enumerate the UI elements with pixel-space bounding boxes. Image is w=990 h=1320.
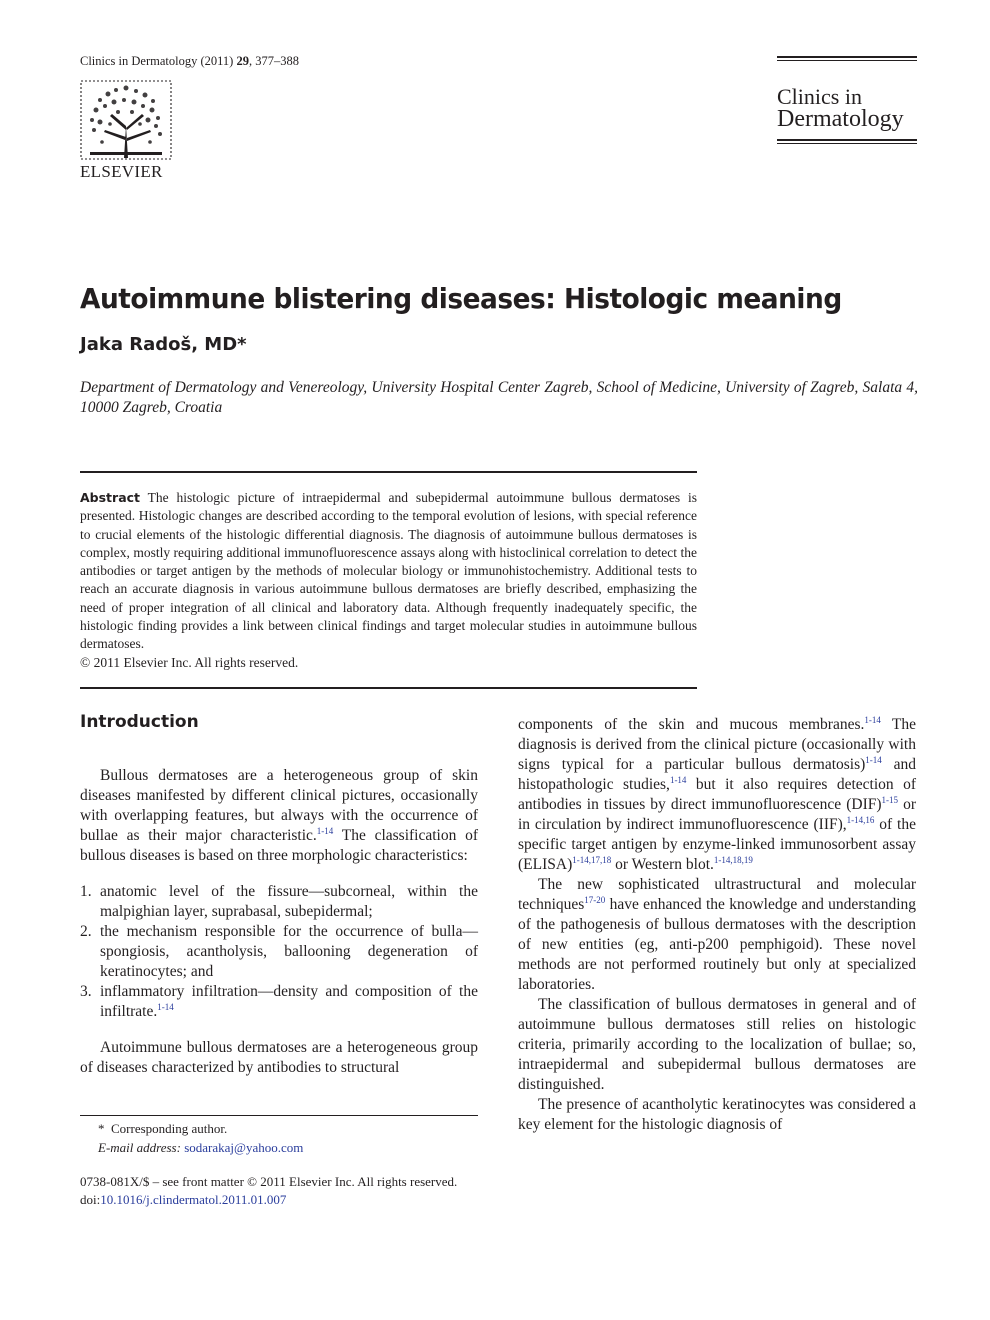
footnote-corresponding: [80, 1119, 478, 1138]
tree-logo-icon: [80, 80, 172, 160]
email-label: E-mail address:: [98, 1140, 181, 1155]
publisher-name: ELSEVIER: [80, 162, 163, 181]
journal-banner: [777, 56, 917, 144]
abstract-body: [80, 473, 697, 654]
citation-volume: 29: [236, 54, 249, 68]
text-run: and histopathologic studies,: [518, 756, 917, 793]
right-paragraph-3: The classification of bullous dermatoses in general and of autoimmune bullous dermatoses still relies on histologic criteria, primarily according to the localization of bullae; so, intraepidermal and subepidermal bullous dermatoses are distinguished.: [518, 996, 916, 1093]
left-column: [80, 712, 478, 1078]
list-item-3: [100, 982, 478, 1022]
right-column: [518, 715, 916, 1135]
front-matter: [80, 1173, 478, 1209]
citation-ref[interactable]: 1-14: [865, 755, 882, 765]
corresponding-author-footnote: [80, 1115, 478, 1157]
list-item: [80, 922, 478, 982]
citation-ref[interactable]: 1-14: [864, 715, 881, 725]
intro-paragraph-1: [80, 766, 478, 866]
footnote-email-line: [80, 1138, 478, 1157]
list-number: 3.: [80, 983, 92, 1000]
abstract-section: [80, 471, 697, 689]
section-heading-introduction: Introduction: [80, 712, 199, 732]
publisher-logo: [80, 80, 172, 182]
citation-ref[interactable]: 1-14: [157, 1002, 174, 1012]
list-number: 2.: [80, 923, 92, 940]
journal-name: [777, 61, 917, 139]
citation-ref[interactable]: 1-14: [669, 775, 687, 785]
citation-ref[interactable]: 17-20: [584, 895, 606, 905]
abstract-bottom-rule: [80, 687, 697, 689]
text-run: have enhanced the knowledge and understanding of the pathogenesis of bullous dermatoses with the description of new entities (eg, anti-p200 pemphigoid). These novel methods are not performed routinely but only at specialized laboratories.: [518, 896, 916, 993]
list-text: anatomic level of the fissure—subcorneal, within the malpighian layer, suprabasal, subepidermal;: [100, 883, 478, 920]
article-title: Autoimmune blistering diseases: Histologic meaning: [80, 283, 842, 315]
list-item: [80, 982, 478, 1022]
abstract-text: The histologic picture of intraepidermal and subepidermal autoimmune bullous dermatoses is presented. Histologic changes are described according to the temporal evolution of lesions, with special reference to crucial elements of the histologic differential diagnosis. The diagnosis of autoimmune bullous dermatoses is complex, mostly requiring additional immunofluorescence assays along with histoclinical correlation to detect the antibodies or target antigen by the methods of molecular biology or immunohistochemistry. Additional tests to reach an accurate diagnosis in various autoimmune bullous dermatoses are briefly described, emphasizing the need of proper integration of all clinical and laboratory data. Although frequently inadequately specific, the histologic finding provides a link between clinical findings and target molecular studies in autoimmune bullous dermatoses.: [80, 490, 697, 652]
text-run: of the specific target antigen by enzyme-linked immunosorbent assay (ELISA): [518, 816, 916, 873]
citation-pages: , 377–388: [248, 54, 299, 68]
banner-bottom-rule: [777, 139, 917, 144]
doi-link[interactable]: 10.1016/j.clindermatol.2011.01.007: [100, 1192, 287, 1207]
intro-p1-text: Bullous dermatoses are a heterogeneous group of skin diseases manifested by different clinical pictures, occasionally with overlapping features, but always with the occurrence of bullae as their major characteristic.: [80, 767, 478, 844]
text-run: components of the skin and mucous membranes.: [518, 716, 865, 733]
citation-ref[interactable]: 1-14,18,19: [713, 855, 753, 865]
right-paragraph-4: The presence of acantholytic keratinocytes was considered a key element for the histologic diagnosis of: [518, 1096, 916, 1133]
footnote-rule: [80, 1115, 478, 1116]
list-text: inflammatory infiltration—density and composition of the infiltrate.: [100, 983, 478, 1020]
journal-citation: [80, 54, 299, 69]
footnote-text: Corresponding author.: [111, 1121, 228, 1136]
citation-journal: Clinics in Dermatology (2011): [80, 54, 234, 68]
issn-line: 0738-081X/$ – see front matter © 2011 Elsevier Inc. All rights reserved.: [80, 1174, 458, 1189]
author-affiliation: Department of Dermatology and Venereology, University Hospital Center Zagreb, School of Medicine, University of Zagreb, Salata 4, 10000 Zagreb, Croatia: [80, 379, 918, 416]
text-run: or Western blot.: [611, 856, 714, 873]
email-link[interactable]: sodarakaj@yahoo.com: [184, 1140, 304, 1155]
journal-name-line1: Clinics in: [777, 84, 862, 109]
citation-ref[interactable]: 1-14,17,18: [572, 855, 612, 865]
text-run: but it also requires detection of antibodies in tissues by direct immunofluorescence (DIF): [518, 776, 916, 813]
right-paragraph-2: [518, 875, 916, 995]
journal-name-line2: Dermatology: [777, 106, 904, 132]
citation-ref[interactable]: 1-14: [316, 826, 334, 836]
text-run: or in circulation by indirect immunofluorescence (IIF),: [518, 796, 916, 833]
citation-ref[interactable]: 1-15: [881, 795, 899, 805]
intro-p1-cont: The classification of bullous diseases is based on three morphologic characteristics:: [80, 827, 478, 864]
text-run: The diagnosis is derived from the clinical picture (occasionally with signs typical for a particular bullous dermatosis): [518, 716, 916, 773]
author-name: Jaka Radoš, MD*: [80, 334, 247, 355]
citation-ref[interactable]: 1-14,16: [846, 815, 875, 825]
doi-line: [80, 1191, 478, 1209]
footnote-marker: *: [98, 1121, 105, 1136]
intro-paragraph-2: Autoimmune bullous dermatoses are a heterogeneous group of diseases characterized by antibodies to structural: [80, 1039, 478, 1076]
doi-label: doi:: [80, 1192, 101, 1207]
list-text: the mechanism responsible for the occurrence of bulla—spongiosis, acantholysis, ballooning degeneration of keratinocytes; and: [100, 923, 478, 980]
abstract-copyright: © 2011 Elsevier Inc. All rights reserved.: [80, 654, 299, 670]
list-number: 1.: [80, 883, 92, 900]
abstract-label: Abstract: [80, 490, 141, 505]
text-run: The new sophisticated ultrastructural and molecular techniques: [518, 876, 916, 913]
list-item: [80, 882, 478, 922]
criteria-list: [80, 882, 478, 1022]
right-paragraph-1: [518, 715, 916, 875]
